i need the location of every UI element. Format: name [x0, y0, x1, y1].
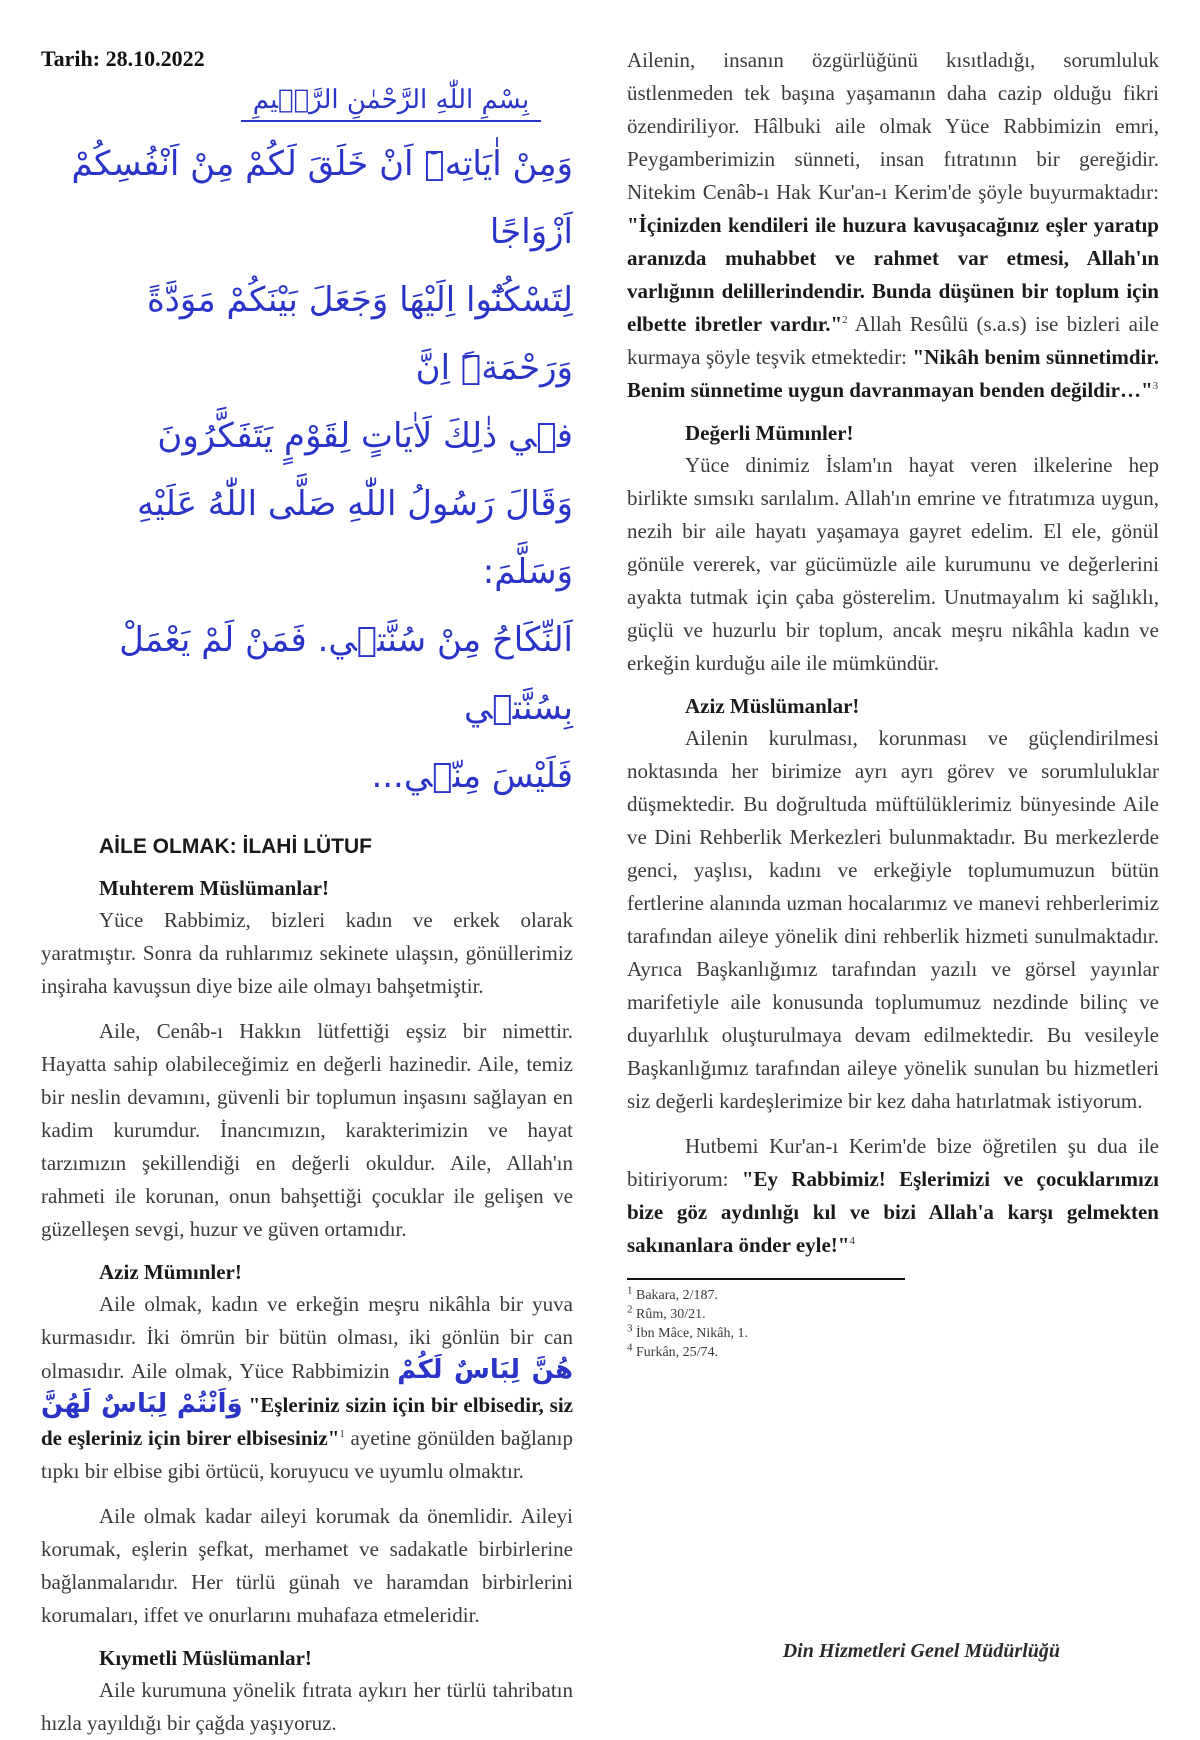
footnote-ref: 4 [849, 1235, 855, 1247]
paragraph: Aile olmak kadar aileyi korumak da önemlidir. Aileyi korumak, eşlerin şefkat, merhamet ve sadakatle birbirlerine bağlanmalarıdır. Her türlü günah ve haramdan birbirlerini korumaları, iffet ve onurlarını muhafaza etmeleridir. [41, 1504, 573, 1627]
arabic-hadith-line: فَلَيْسَ مِنّ۪ي... [371, 756, 573, 796]
paragraph: Aile, Cenâb-ı Hakkın lütfettiği eşsiz bir nimettir. Hayatta sahip olabileceğimiz en değerli hazinedir. Aile, temiz bir neslin devamını, güvenli bir toplumun inşasını sağlayan en kadim kurumdur. İnancımızın, karakterimizin ve hayat tarzımızın şekillendiği en değerli okuldur. Aile, Allah'ın rahmeti ile korunan, onun bahşettiği çocuklar ile gelişen ve güzelleşen sevgi, huzur ve güven ortamıdır. [41, 1019, 573, 1241]
footnote-text: Bakara, 2/187. [636, 1288, 719, 1303]
paragraph: Aile kurumuna yönelik fıtrata aykırı her türlü tahribatın hızla yayıldığı bir çağda yaşıyoruz. [41, 1678, 573, 1735]
paragraph [627, 1130, 1159, 1262]
verse-translation: "Eşleriniz sizin için bir elbisedir, siz de eşleriniz için birer elbisesiniz" [41, 1393, 573, 1450]
left-column [41, 44, 573, 1740]
signature: Din Hizmetleri Genel Müdürlüğü [782, 1640, 1060, 1662]
arabic-hadith-line: اَلنِّكَاحُ مِنْ سُنَّت۪ي. فَمَنْ لَمْ يَعْمَلْ بِسُنَّت۪ي [119, 620, 573, 728]
paragraph: Ailenin kurulması, korunması ve güçlendirilmesi noktasında her birimize ayrı ayrı görev ve sorumluluklar düşmektedir. Bu doğrultuda müftülüklerimiz bünyesinde Aile ve Dini Rehberlik Merkezleri bulunmaktadır. Bu merkezlerde genci, yaşlısı, kadını ve erkeğiyle toplumumuzun bütün fertlerine alanında uzman hocalarımız ve manevi rehberlerimiz tarafından aileye yönelik dini rehberlik hizmeti sunulmaktadır. Ayrıca Başkanlığımız tarafından yazılı ve görsel yayınlar marifetiyle aile konusunda toplumumuz nezdinde bilinç ve duyarlılık oluşturulmaya devam edilmektedir. Bu vesileyle Başkanlığımız tarafından aileye yönelik sunulan bu hizmetleri siz değerli kardeşlerimize bir kez daha hatırlatmak istiyorum. [627, 726, 1159, 1113]
paragraph-text: Ailenin, insanın özgürlüğünü kısıtladığı, sorumluluk üstlenmeden tek başına yaşamanın daha cazip olduğu fikri özendiriliyor. Hâlbuki aile olmak Yüce Rabbimizin emri, Peygamberimizin sünneti, insan fıtratının bir gereğidir. Nitekim Cenâb-ı Hak Kur'an-ı Kerim'de şöyle buyurmaktadır: [627, 48, 1159, 204]
footnote [627, 1286, 1159, 1305]
footnote-ref: 3 [1152, 380, 1159, 392]
paragraph-text: Hutbemi Kur'an-ı Kerim'de bize öğretilen şu dua ile bitiriyorum: [627, 1134, 1159, 1191]
bismillah-calligraphy: بِسْمِ اللّٰهِ الرَّحْمٰنِ الرَّح۪يمِ [241, 82, 541, 122]
paragraph-text: Allah Resûlü (s.a.s) ise bizleri aile kurmaya şöyle teşvik etmektedir: [627, 312, 1159, 369]
footnote [627, 1305, 1159, 1324]
footnote-divider [627, 1278, 905, 1280]
footnote-text: Furkân, 25/74. [636, 1345, 719, 1360]
footnote [627, 1343, 1159, 1362]
right-column [627, 44, 1159, 1362]
arabic-verse-line: وَمِنْ اٰيَاتِه۪ٓ اَنْ خَلَقَ لَكُمْ مِنْ اَنْفُسِكُمْ اَزْوَاجًا [71, 144, 573, 252]
section-heading: Muhterem Müslümanlar! [99, 876, 330, 900]
arabic-hadith-intro: وَقَالَ رَسُولُ اللّٰهِ صَلَّى اللّٰهُ عَلَيْهِ وَسَلَّمَ: [136, 484, 573, 592]
section-heading: Kıymetli Müslümanlar! [99, 1646, 312, 1670]
footnote-ref: 2 [842, 314, 848, 326]
sermon-title: AİLE OLMAK: İLAHİ LÜTUF [99, 835, 372, 858]
paragraph: Yüce dinimiz İslam'ın hayat veren ilkelerine hep birlikte sımsıkı sarılalım. Allah'ın emrine ve fıtratımıza uygun, nezih bir aile hayatı yaşamaya gayret edelim. El ele, gönül gönüle vererek, var gücümüzle aile kurumunu ve değerlerini ayakta tutmak için çaba gösterelim. Unutmayalım ki sağlıklı, güçlü ve huzurlu bir toplum, ancak meşru nikâhla kadın ve erkeğin kurduğu aile ile mümkündür. [627, 453, 1159, 675]
prayer-quote: "Ey Rabbimiz! Eşlerimizi ve çocuklarımızı bize göz aydınlığı kıl ve bizi Allah'a karşı gelmekten sakınanlara önder eyle!" [627, 1167, 1159, 1257]
paragraph-text: Aile olmak, kadın ve erkeğin meşru nikâhla bir yuva kurmasıdır. İki ömrün bir bütün olması, iki gönlün bir can olmasıdır. Aile olmak, Yüce Rabbimizin [41, 1292, 573, 1383]
section-heading: Aziz Mümınler! [99, 1260, 242, 1284]
arabic-verse-line: ف۪ي ذٰلِكَ لَاٰيَاتٍ لِقَوْمٍ يَتَفَكَّرُونَ [157, 416, 573, 456]
footnote-ref: 1 [339, 1428, 345, 1440]
footnote-number: 4 [627, 1341, 633, 1354]
date-label: Tarih: 28.10.2022 [41, 46, 205, 71]
section-heading: Aziz Müslümanlar! [685, 694, 860, 718]
footnote [627, 1324, 1159, 1343]
paragraph-text: ayetine gönülden bağlanıp tıpkı bir elbise gibi örtücü, koruyucu ve uyumlu olmaktır. [41, 1426, 573, 1483]
footnote-text: Rûm, 30/21. [636, 1307, 706, 1322]
arabic-verse-line: لِتَسْكُنُٓوا اِلَيْهَا وَجَعَلَ بَيْنَكُمْ مَوَدَّةً وَرَحْمَةًۜ اِنَّ [146, 280, 573, 388]
footnote-number: 2 [627, 1303, 633, 1316]
section-heading: Değerli Mümınler! [685, 421, 854, 445]
footnote-number: 1 [627, 1284, 633, 1297]
footnote-text: İbn Mâce, Nikâh, 1. [636, 1326, 748, 1341]
arabic-verse-inline: هُنَّ لِبَاسٌ لَكُمْ وَاَنْتُمْ لِبَاسٌ لَهُنَّ [41, 1355, 573, 1419]
footnote-number: 3 [627, 1322, 633, 1335]
paragraph [627, 44, 1159, 407]
hadith-translation: "Nikâh benim sünnetimdir. Benim sünnetime uygun davranmayan benden değildir…" [627, 345, 1159, 402]
paragraph: Yüce Rabbimiz, bizleri kadın ve erkek olarak yaratmıştır. Sonra da ruhlarımız sekinete ulaşsın, gönüllerimiz inşiraha kavuşsun diye bize aile olmayı bahşetmiştir. [41, 908, 573, 998]
paragraph [41, 1288, 573, 1488]
verse-translation: "İçinizden kendileri ile huzura kavuşacağınız eşler yaratıp aranızda muhabbet ve rahmet var etmesi, Allah'ın varlığının delillerindendir. Bunda düşünen bir toplum için elbette ibretler vardır." [627, 213, 1159, 336]
